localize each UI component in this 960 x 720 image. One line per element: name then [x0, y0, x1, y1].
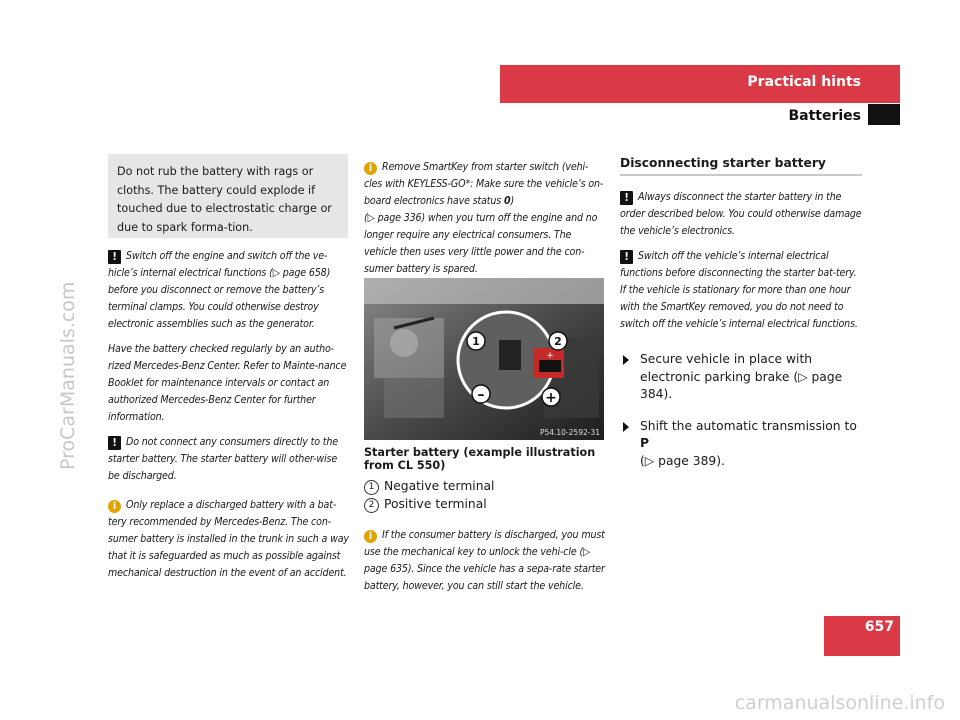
warning-text: Switch off the engine and switch off the ve-hicle’s internal electrical functions (▷ page 658) before you disconnect or remove the battery’s terminal clamps. You could otherwise destroy electronic assemblies such as the generator. [108, 250, 331, 330]
side-watermark: ProCarManuals.com [57, 281, 79, 470]
legend-number: 2 [364, 498, 379, 513]
step-arrow-icon [623, 355, 629, 365]
caution-box-text: Do not rub the battery with rags or cloths. The battery could explode if touched due to electrostatic charge or due to spark forma-tion. [117, 165, 332, 234]
warning-text: Do not connect any consumers directly to the starter battery. The starter battery will other-wise be discharged. [108, 436, 338, 482]
warning-note [108, 248, 350, 333]
bottom-watermark: carmanualsonline.info [734, 692, 945, 714]
legend-item [364, 496, 606, 514]
warning-icon: ! [620, 191, 633, 205]
info-text: Only replace a discharged battery with a bat-tery recommended by Mercedes-Benz. The con-sumer battery is installed in the trunk in such a way that it is safeguarded as much as possible against mechanical destruction in the event of an accident. [108, 499, 349, 579]
engine-figure [364, 278, 604, 440]
legend-item [364, 478, 606, 496]
legend-label: Negative terminal [384, 479, 495, 493]
warning-icon: ! [620, 250, 633, 264]
info-text: (▷ page 336) when you turn off the engine and no longer require any electrical consumers. The vehicle then uses very little power and the con-sumer battery is spared. [364, 212, 598, 275]
warning-icon: ! [108, 436, 121, 450]
svg-text:+: + [546, 351, 554, 361]
legend-number: 1 [364, 480, 379, 495]
info-icon: i [108, 500, 121, 513]
info-text: If the consumer battery is discharged, you must use the mechanical key to unlock the vehi-cle (▷ page 635). Since the vehicle has a sepa-rate starter battery, however, you can still start the vehicle. [364, 529, 605, 592]
info-note [108, 497, 350, 582]
info-text: Remove SmartKey from starter switch (vehi-cles with KEYLESS-GO*: Make sure the vehicle’s on-board electronics have status [364, 161, 604, 207]
step-item [620, 418, 862, 471]
info-note [364, 527, 606, 595]
column-right [620, 156, 862, 484]
warning-note [108, 434, 350, 485]
info-icon: i [364, 162, 377, 175]
plus-label: + [545, 390, 557, 406]
warning-text: Switch off the vehicle’s internal electrical functions before disconnecting the starter bat-tery. If the vehicle is stationary for more than one hour with the SmartKey removed, you do not need to switch off the vehicle’s internal electrical functions. [620, 250, 858, 330]
info-icon: i [364, 530, 377, 543]
legend-label: Positive terminal [384, 496, 487, 511]
column-middle [364, 159, 606, 286]
step-text: Secure vehicle in place with electronic parking brake (▷ page 384). [640, 352, 843, 401]
step-arrow-icon [623, 422, 629, 432]
minus-label: – [477, 387, 485, 403]
gear-position: P [640, 436, 650, 450]
step-text: Shift the automatic transmission to [640, 418, 857, 433]
subsection-title: Disconnecting starter battery [620, 156, 862, 176]
step-text: (▷ page 389). [640, 453, 725, 468]
callout-1-label: 1 [472, 335, 480, 348]
figure-legend [364, 478, 606, 606]
engine-bay-illustration [364, 278, 604, 440]
section-title: Practical hints [747, 74, 861, 90]
warning-icon: ! [108, 250, 121, 264]
topic-title: Batteries [788, 108, 861, 124]
note-paragraph: Have the battery checked regularly by an autho-rized Mercedes-Benz Center. Refer to Mainte-nance Booklet for maintenance intervals or contact an authorized Mercedes-Benz Center for further information. [108, 343, 347, 423]
column-left [108, 248, 350, 590]
page-number: 657 [864, 619, 894, 635]
warning-text: Always disconnect the starter battery in the order described below. You could otherwise damage the vehicle’s electronics. [620, 191, 862, 237]
warning-note [620, 189, 862, 240]
figure-caption: Starter battery (example illustration from CL 550) [364, 446, 596, 472]
warning-note [620, 248, 862, 333]
callout-2-label: 2 [554, 335, 562, 348]
info-note: i Remove SmartKey from starter switch (vehi-cles with KEYLESS-GO*: Make sure the vehicle’s on-board electronics have status 0) (▷ page 336) when you turn off the engine and no longer require any electrical consumers. The vehicle then uses very little power and the con-sumer battery is spared. [364, 161, 604, 275]
step-item [620, 351, 862, 404]
status-value: 0 [503, 195, 511, 207]
header-marker [868, 104, 900, 125]
figure-code: P54.10-2592-31 [539, 428, 600, 437]
